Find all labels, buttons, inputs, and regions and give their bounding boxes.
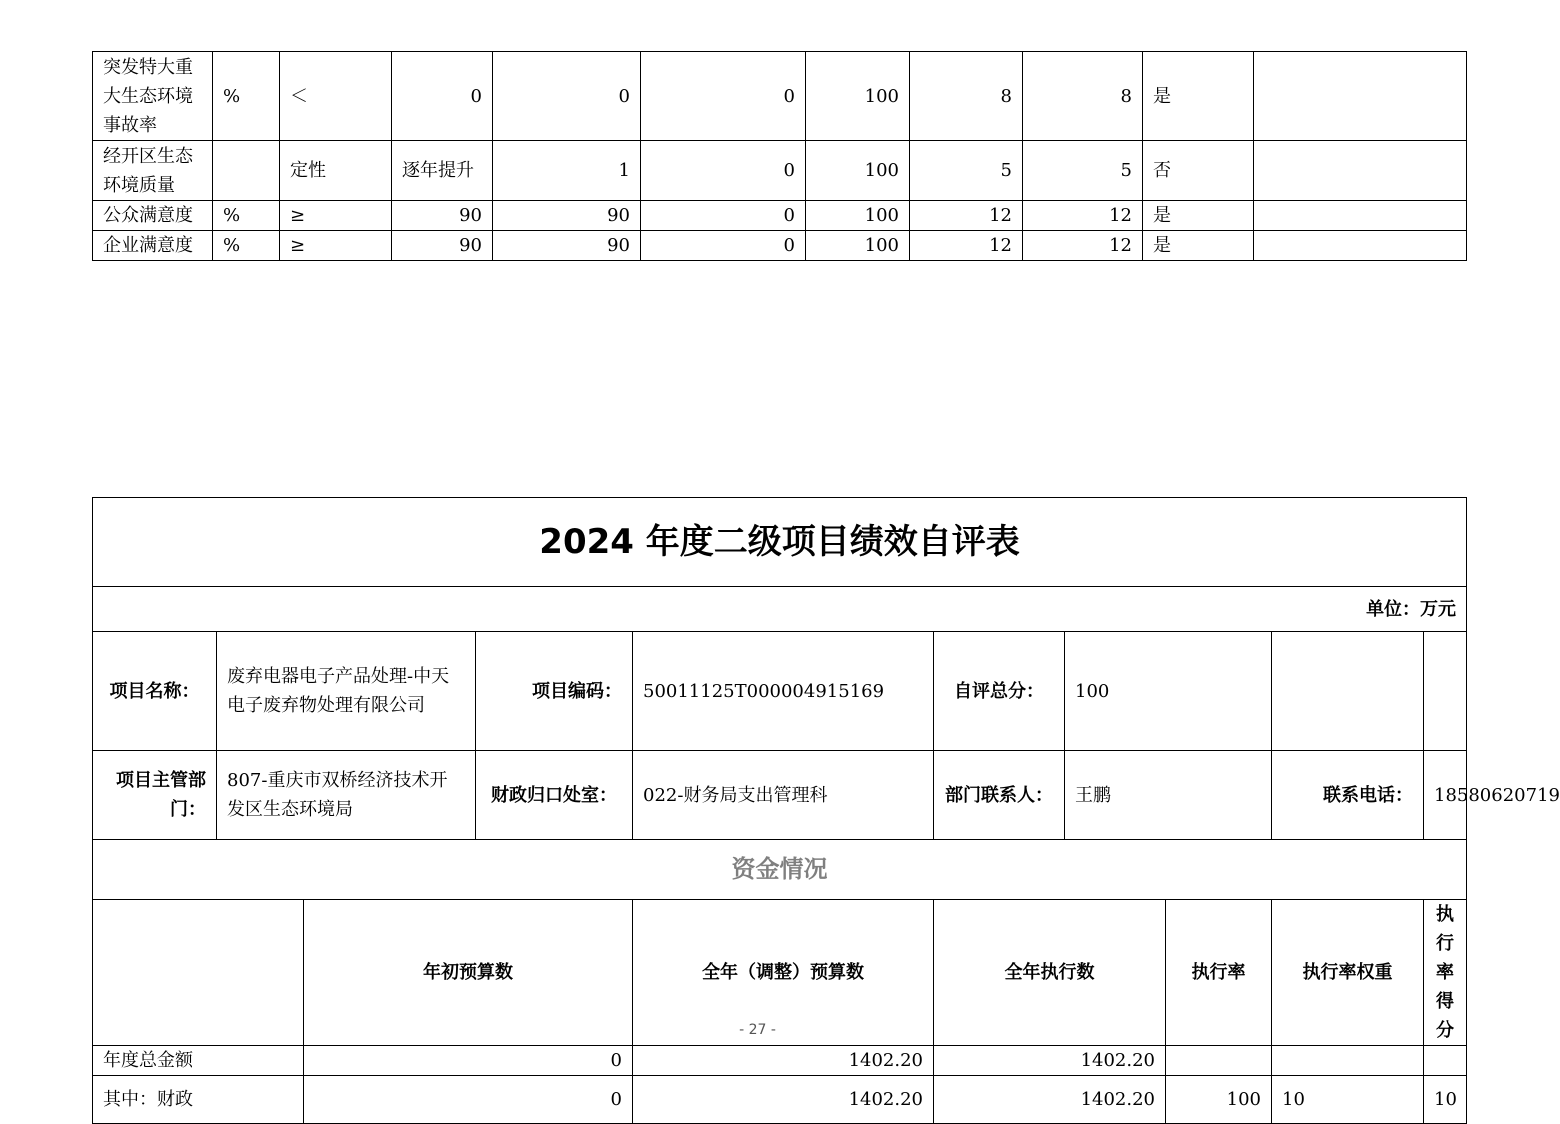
indicator-met: 否	[1143, 141, 1254, 201]
empty-cell	[1424, 632, 1467, 751]
indicator-met: 是	[1143, 231, 1254, 261]
indicator-actual: 90	[493, 231, 641, 261]
indicator-name: 企业满意度	[93, 231, 213, 261]
indicator-target: 逐年提升	[392, 141, 493, 201]
indicator-unit: %	[213, 52, 280, 141]
indicator-operator: ＜	[280, 52, 392, 141]
funds-rate: 100	[1166, 1076, 1272, 1124]
indicator-weight: 12	[910, 201, 1023, 231]
page-number: - 27 -	[739, 1022, 776, 1038]
unit-row	[93, 587, 1467, 632]
funds-weight	[1272, 1046, 1424, 1076]
indicator-value: 100	[806, 52, 910, 141]
table-row	[93, 1076, 1467, 1124]
funds-section-title: 资金情况	[93, 840, 1467, 900]
table-row	[93, 231, 1467, 261]
table-row	[93, 1046, 1467, 1076]
funds-score: 10	[1424, 1076, 1467, 1124]
finance-label: 财政归口处室：	[476, 751, 633, 840]
indicator-met: 是	[1143, 201, 1254, 231]
column-header: 年初预算数	[304, 900, 633, 1046]
indicator-value: 0	[641, 141, 806, 201]
indicator-value: 100	[806, 231, 910, 261]
table-row	[93, 52, 1467, 141]
dept-label: 项目主管部门：	[93, 751, 217, 840]
indicator-weight: 12	[910, 231, 1023, 261]
funds-executed: 1402.20	[934, 1076, 1166, 1124]
funds-initial: 0	[304, 1076, 633, 1124]
table-row	[93, 141, 1467, 201]
indicator-score: 12	[1023, 231, 1143, 261]
indicator-weight: 8	[910, 52, 1023, 141]
indicator-unit	[213, 141, 280, 201]
column-header: 执行率权重	[1272, 900, 1424, 1046]
funds-rate	[1166, 1046, 1272, 1076]
indicator-operator: 定性	[280, 141, 392, 201]
funds-row-label: 其中：财政	[93, 1076, 304, 1124]
phone: 18580620719	[1424, 751, 1467, 840]
form-title: 2024 年度二级项目绩效自评表	[93, 498, 1467, 587]
project-code-label: 项目编码：	[476, 632, 633, 751]
indicator-actual: 1	[493, 141, 641, 201]
column-header: 执行率	[1166, 900, 1272, 1046]
self-score: 100	[1065, 632, 1272, 751]
indicator-score: 8	[1023, 52, 1143, 141]
indicator-unit: %	[213, 201, 280, 231]
department-row	[93, 751, 1467, 840]
funds-adjusted: 1402.20	[633, 1076, 934, 1124]
indicator-table	[92, 51, 1467, 261]
contact: 王鹏	[1065, 751, 1272, 840]
column-header: 全年执行数	[934, 900, 1166, 1046]
table-row	[93, 201, 1467, 231]
indicator-value: 0	[641, 201, 806, 231]
indicator-actual: 90	[493, 201, 641, 231]
indicator-value: 0	[641, 52, 806, 141]
dept: 807-重庆市双桥经济技术开发区生态环境局	[217, 751, 476, 840]
indicator-operator: ≥	[280, 201, 392, 231]
project-name: 废弃电器电子产品处理-中天电子废弃物处理有限公司	[217, 632, 476, 751]
empty-cell	[1272, 632, 1424, 751]
self-score-label: 自评总分：	[934, 632, 1065, 751]
project-info-row	[93, 632, 1467, 751]
indicator-target: 0	[392, 52, 493, 141]
indicator-met: 是	[1143, 52, 1254, 141]
indicator-name: 公众满意度	[93, 201, 213, 231]
indicator-note	[1254, 141, 1467, 201]
indicator-name: 突发特大重大生态环境事故率	[93, 52, 213, 141]
funds-executed: 1402.20	[934, 1046, 1166, 1076]
indicator-score: 5	[1023, 141, 1143, 201]
indicator-actual: 0	[493, 52, 641, 141]
contact-label: 部门联系人：	[934, 751, 1065, 840]
indicator-note	[1254, 52, 1467, 141]
indicator-name: 经开区生态环境质量	[93, 141, 213, 201]
indicator-note	[1254, 201, 1467, 231]
indicator-target: 90	[392, 231, 493, 261]
indicator-value: 0	[641, 231, 806, 261]
indicator-value: 100	[806, 141, 910, 201]
funds-adjusted: 1402.20	[633, 1046, 934, 1076]
indicator-value: 100	[806, 201, 910, 231]
funds-weight: 10	[1272, 1076, 1424, 1124]
project-code: 50011125T000004915169	[633, 632, 934, 751]
form-title-row	[93, 498, 1467, 587]
indicator-note	[1254, 231, 1467, 261]
column-header: 执行率得分	[1424, 900, 1467, 1046]
funds-score	[1424, 1046, 1467, 1076]
indicator-target: 90	[392, 201, 493, 231]
column-header: 全年（调整）预算数	[633, 900, 934, 1046]
unit-label: 单位：万元	[93, 587, 1467, 632]
finance: 022-财务局支出管理科	[633, 751, 934, 840]
indicator-unit: %	[213, 231, 280, 261]
indicator-operator: ≥	[280, 231, 392, 261]
project-name-label: 项目名称：	[93, 632, 217, 751]
indicator-weight: 5	[910, 141, 1023, 201]
funds-initial: 0	[304, 1046, 633, 1076]
funds-section-row	[93, 840, 1467, 900]
indicator-score: 12	[1023, 201, 1143, 231]
funds-row-label: 年度总金额	[93, 1046, 304, 1076]
phone-label: 联系电话：	[1272, 751, 1424, 840]
